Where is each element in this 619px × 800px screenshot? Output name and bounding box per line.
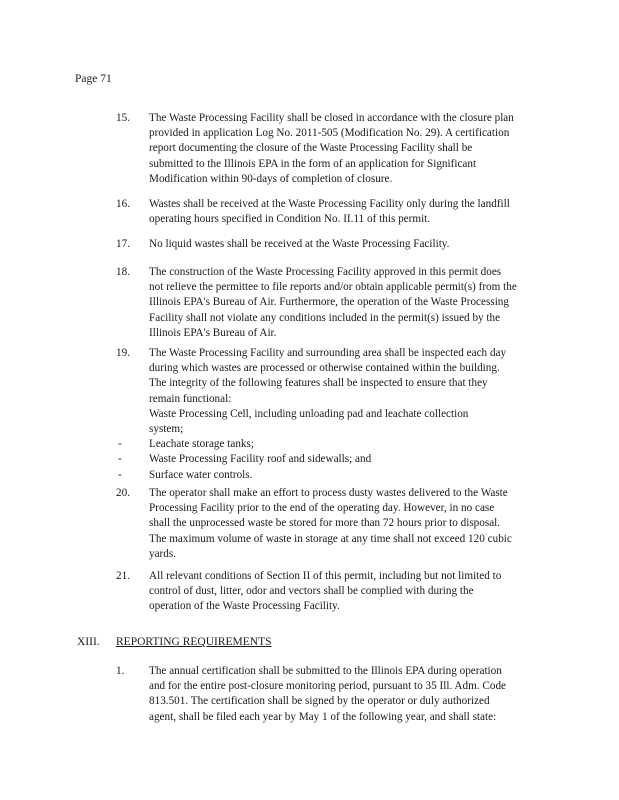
bullet-dash: - xyxy=(118,468,122,481)
text-line: Modification within 90-days of completion of closure. xyxy=(149,172,393,185)
text-line: provided in application Log No. 2011-505 (Modification No. 29). A certification xyxy=(149,127,510,140)
text-line: Wastes shall be received at the Waste Processing Facility only during the landfill xyxy=(149,198,510,210)
item-text xyxy=(149,237,554,252)
section-number: XIII. xyxy=(77,636,100,648)
bullet-item xyxy=(118,437,554,452)
text-line: The operator shall make an effort to process dusty wastes delivered to the Waste xyxy=(149,487,508,499)
text-line: The Waste Processing Facility shall be closed in accordance with the closure plan xyxy=(149,112,514,124)
bullet-line: Surface water controls. xyxy=(149,468,253,481)
item-text xyxy=(149,197,554,227)
text-line: Processing Facility prior to the end of the operating day. However, in no case xyxy=(149,502,495,515)
bullet-item xyxy=(118,468,554,483)
bullet-dash: - xyxy=(118,438,122,451)
text-line: The integrity of the following features shall be inspected to ensure that they xyxy=(149,377,488,390)
bullet-line: Waste Processing Facility roof and sidewalls; and xyxy=(149,453,372,466)
text-line: and for the entire post-closure monitoring period, pursuant to 35 Ill. Adm. Code xyxy=(149,680,506,693)
bullet-line: system; xyxy=(149,423,184,436)
text-line: not relieve the permittee to file reports and/or obtain applicable permit(s) from the xyxy=(149,281,517,294)
bullet-line: Leachate storage tanks; xyxy=(149,438,254,451)
text-line: All relevant conditions of Section II of this permit, including but not limited to xyxy=(149,570,502,582)
text-line: remain functional: xyxy=(149,392,232,405)
item-text xyxy=(149,569,554,615)
text-line: The Waste Processing Facility and surrounding area shall be inspected each day xyxy=(149,347,507,359)
text-line: operating hours specified in Condition No. II.11 of this permit. xyxy=(149,213,431,226)
section-title: REPORTING REQUIREMENTS xyxy=(116,636,272,648)
text-line: Illinois EPA's Bureau of Air. xyxy=(149,326,277,339)
text-line: shall the unprocessed waste be stored for more than 72 hours prior to disposal. xyxy=(149,517,501,530)
item-number: 20. xyxy=(116,487,130,499)
text-line: report documenting the closure of the Waste Processing Facility shall be xyxy=(149,142,473,155)
item-text xyxy=(149,111,554,187)
text-line: submitted to the Illinois EPA in the form of an application for Significant xyxy=(149,157,477,170)
text-line: No liquid wastes shall be received at the Waste Processing Facility. xyxy=(149,238,450,250)
item-number: 17. xyxy=(116,238,130,250)
item-number: 16. xyxy=(116,198,130,210)
bullet-line: Waste Processing Cell, including unloading pad and leachate collection xyxy=(149,407,469,420)
page-number: Page 71 xyxy=(75,73,112,85)
text-line: control of dust, litter, odor and vectors shall be complied with during the xyxy=(149,585,474,598)
text-line: The maximum volume of waste in storage at any time shall not exceed 120 cubic xyxy=(149,532,512,545)
bullet-item xyxy=(118,452,554,467)
text-line: agent, shall be filed each year by May 1 of the following year, and shall state: xyxy=(149,710,497,723)
text-line: Illinois EPA's Bureau of Air. Furthermore, the operation of the Waste Processing xyxy=(149,296,509,309)
text-line: The construction of the Waste Processing Facility approved in this permit does xyxy=(149,266,502,278)
bullet-dash: - xyxy=(118,453,122,466)
item-number: 19. xyxy=(116,347,130,359)
text-line: operation of the Waste Processing Facility. xyxy=(149,600,340,613)
text-line: The annual certification shall be submitted to the Illinois EPA during operation xyxy=(149,665,502,677)
item-number: 21. xyxy=(116,570,130,582)
item-text xyxy=(149,664,554,725)
item-text xyxy=(149,486,554,562)
item-text xyxy=(149,265,554,341)
text-line: during which wastes are processed or otherwise contained within the building. xyxy=(149,362,500,375)
bullet-item xyxy=(149,407,554,437)
item-number: 15. xyxy=(116,112,130,124)
text-line: 813.501. The certification shall be signed by the operator or duly authorized xyxy=(149,695,490,708)
item-number: 18. xyxy=(116,266,130,278)
text-line: yards. xyxy=(149,547,177,560)
item-number: 1. xyxy=(116,665,125,677)
text-line: Facility shall not violate any conditions included in the permit(s) issued by the xyxy=(149,311,501,324)
